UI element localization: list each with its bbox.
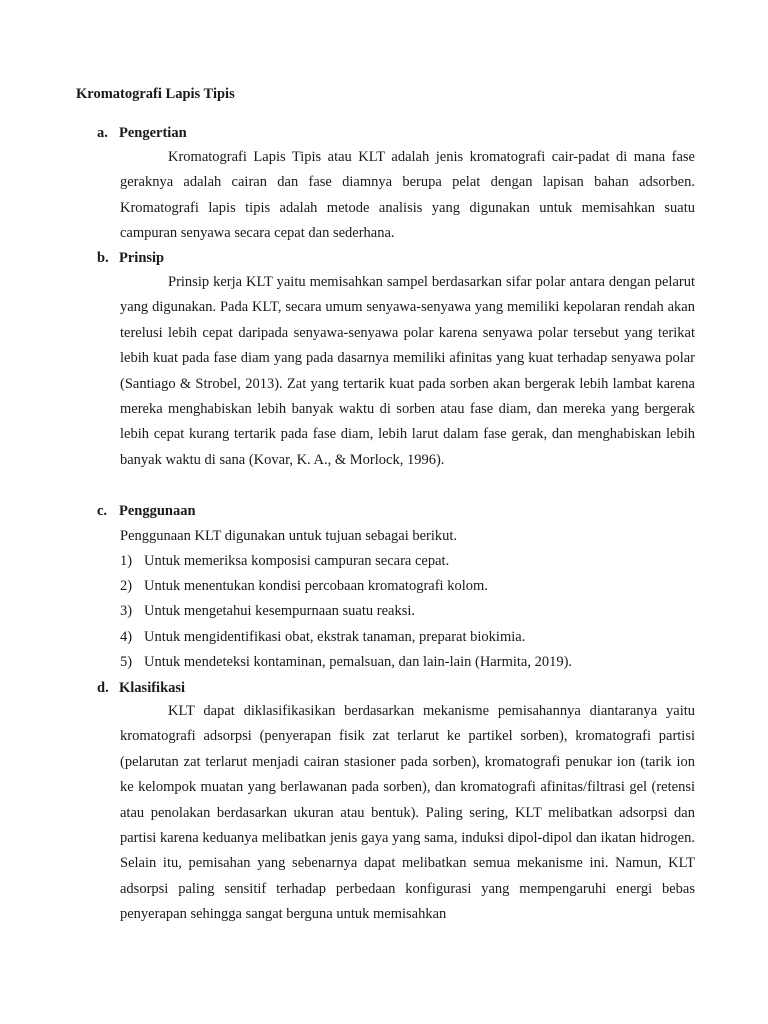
section-intro-penggunaan: Penggunaan KLT digunakan untuk tujuan sebagai berikut. <box>120 528 458 544</box>
section-letter: a. <box>97 125 108 141</box>
section-letter: c. <box>97 503 108 519</box>
list-text: Untuk memeriksa komposisi campuran secara cepat. <box>144 553 450 569</box>
list-text: Untuk mendeteksi kontaminan, pemalsuan, dan lain-lain (Harmita, 2019). <box>144 654 573 670</box>
section-paragraph-klasifikasi: KLT dapat diklasifikasikan berdasarkan mekanisme pemisahannya diantaranya yaitu kromatografi adsorpsi (penyerapan fisik zat terlarut ke partikel sorben), kromatografi partisi (pelarutan zat terlarut menjadi cairan stasioner pada sorben), kromatografi penukar ion (tarik ion ke kelompok muatan yang berlawanan pada sorben), dan kromatografi afinitas/filtrasi gel (retensi atau penolakan berdasarkan ukuran atau bentuk). Paling sering, KLT melibatkan adsorpsi dan partisi karena keduanya melibatkan jenis gaya yang sama, induksi dipol-dipol dan ikatan hidrogen. Selain itu, pemisahan yang sebenarnya dapat melibatkan semua mekanisme ini. Namun, KLT adsorpsi paling sensitif terhadap perbedaan konfigurasi yang mempengaruhi energi bebas penyerapan sehingga sangat berguna untuk memisahkan <box>120 703 695 923</box>
section-heading-text: Pengertian <box>119 125 187 141</box>
list-text: Untuk mengidentifikasi obat, ekstrak tanaman, preparat biokimia. <box>144 629 526 645</box>
list-number: 2) <box>120 578 133 594</box>
list-number: 4) <box>120 629 133 645</box>
section-paragraph-prinsip: Prinsip kerja KLT yaitu memisahkan sampel berdasarkan sifar polar antara dengan pelarut yang digunakan. Pada KLT, secara umum senyawa-senyawa yang memiliki kepolaran rendah akan terelusi lebih cepat daripada senyawa-senyawa polar karena senyawa polar tersebut yang terikat lebih kuat pada fase diam yang pada dasarnya memiliki afinitas yang kuat terhadap senyawa polar (Santiago & Strobel, 2013). Zat yang tertarik kuat pada sorben akan bergerak lebih lambat karena mereka menghabiskan lebih banyak waktu di sorben atau fase diam, dan mereka yang bergerak lebih cepat kurang tertarik pada fase diam, lebih larut dalam fase gerak, dan menghabiskan lebih banyak waktu di sana (Kovar, K. A., & Morlock, 1996). <box>120 274 695 468</box>
section-heading-text: Prinsip <box>119 250 165 266</box>
section-letter: b. <box>97 250 109 266</box>
section-heading-klasifikasi <box>97 678 185 698</box>
section-letter: d. <box>97 680 109 696</box>
section-heading-pengertian <box>97 123 187 143</box>
list-item <box>120 576 695 596</box>
list-item <box>120 551 695 571</box>
section-heading-penggunaan <box>97 501 196 521</box>
section-heading-text: Penggunaan <box>119 503 196 519</box>
list-item <box>120 601 695 621</box>
list-text: Untuk menentukan kondisi percobaan kromatografi kolom. <box>144 578 488 594</box>
list-number: 3) <box>120 603 133 619</box>
list-number: 5) <box>120 654 133 670</box>
list-number: 1) <box>120 553 133 569</box>
document-title: Kromatografi Lapis Tipis <box>76 86 235 102</box>
list-text: Untuk mengetahui kesempurnaan suatu reaksi. <box>144 603 415 619</box>
list-item <box>120 627 695 647</box>
section-heading-prinsip <box>97 248 164 268</box>
section-paragraph-pengertian: Kromatografi Lapis Tipis atau KLT adalah jenis kromatografi cair-padat di mana fase geraknya adalah cairan dan fase diamnya berupa pelat dengan lapisan bahan adsorben. Kromatografi lapis tipis adalah metode analisis yang digunakan untuk memisahkan suatu campuran senyawa secara cepat dan sederhana. <box>120 149 695 242</box>
section-heading-text: Klasifikasi <box>119 680 186 696</box>
list-item <box>120 652 695 672</box>
